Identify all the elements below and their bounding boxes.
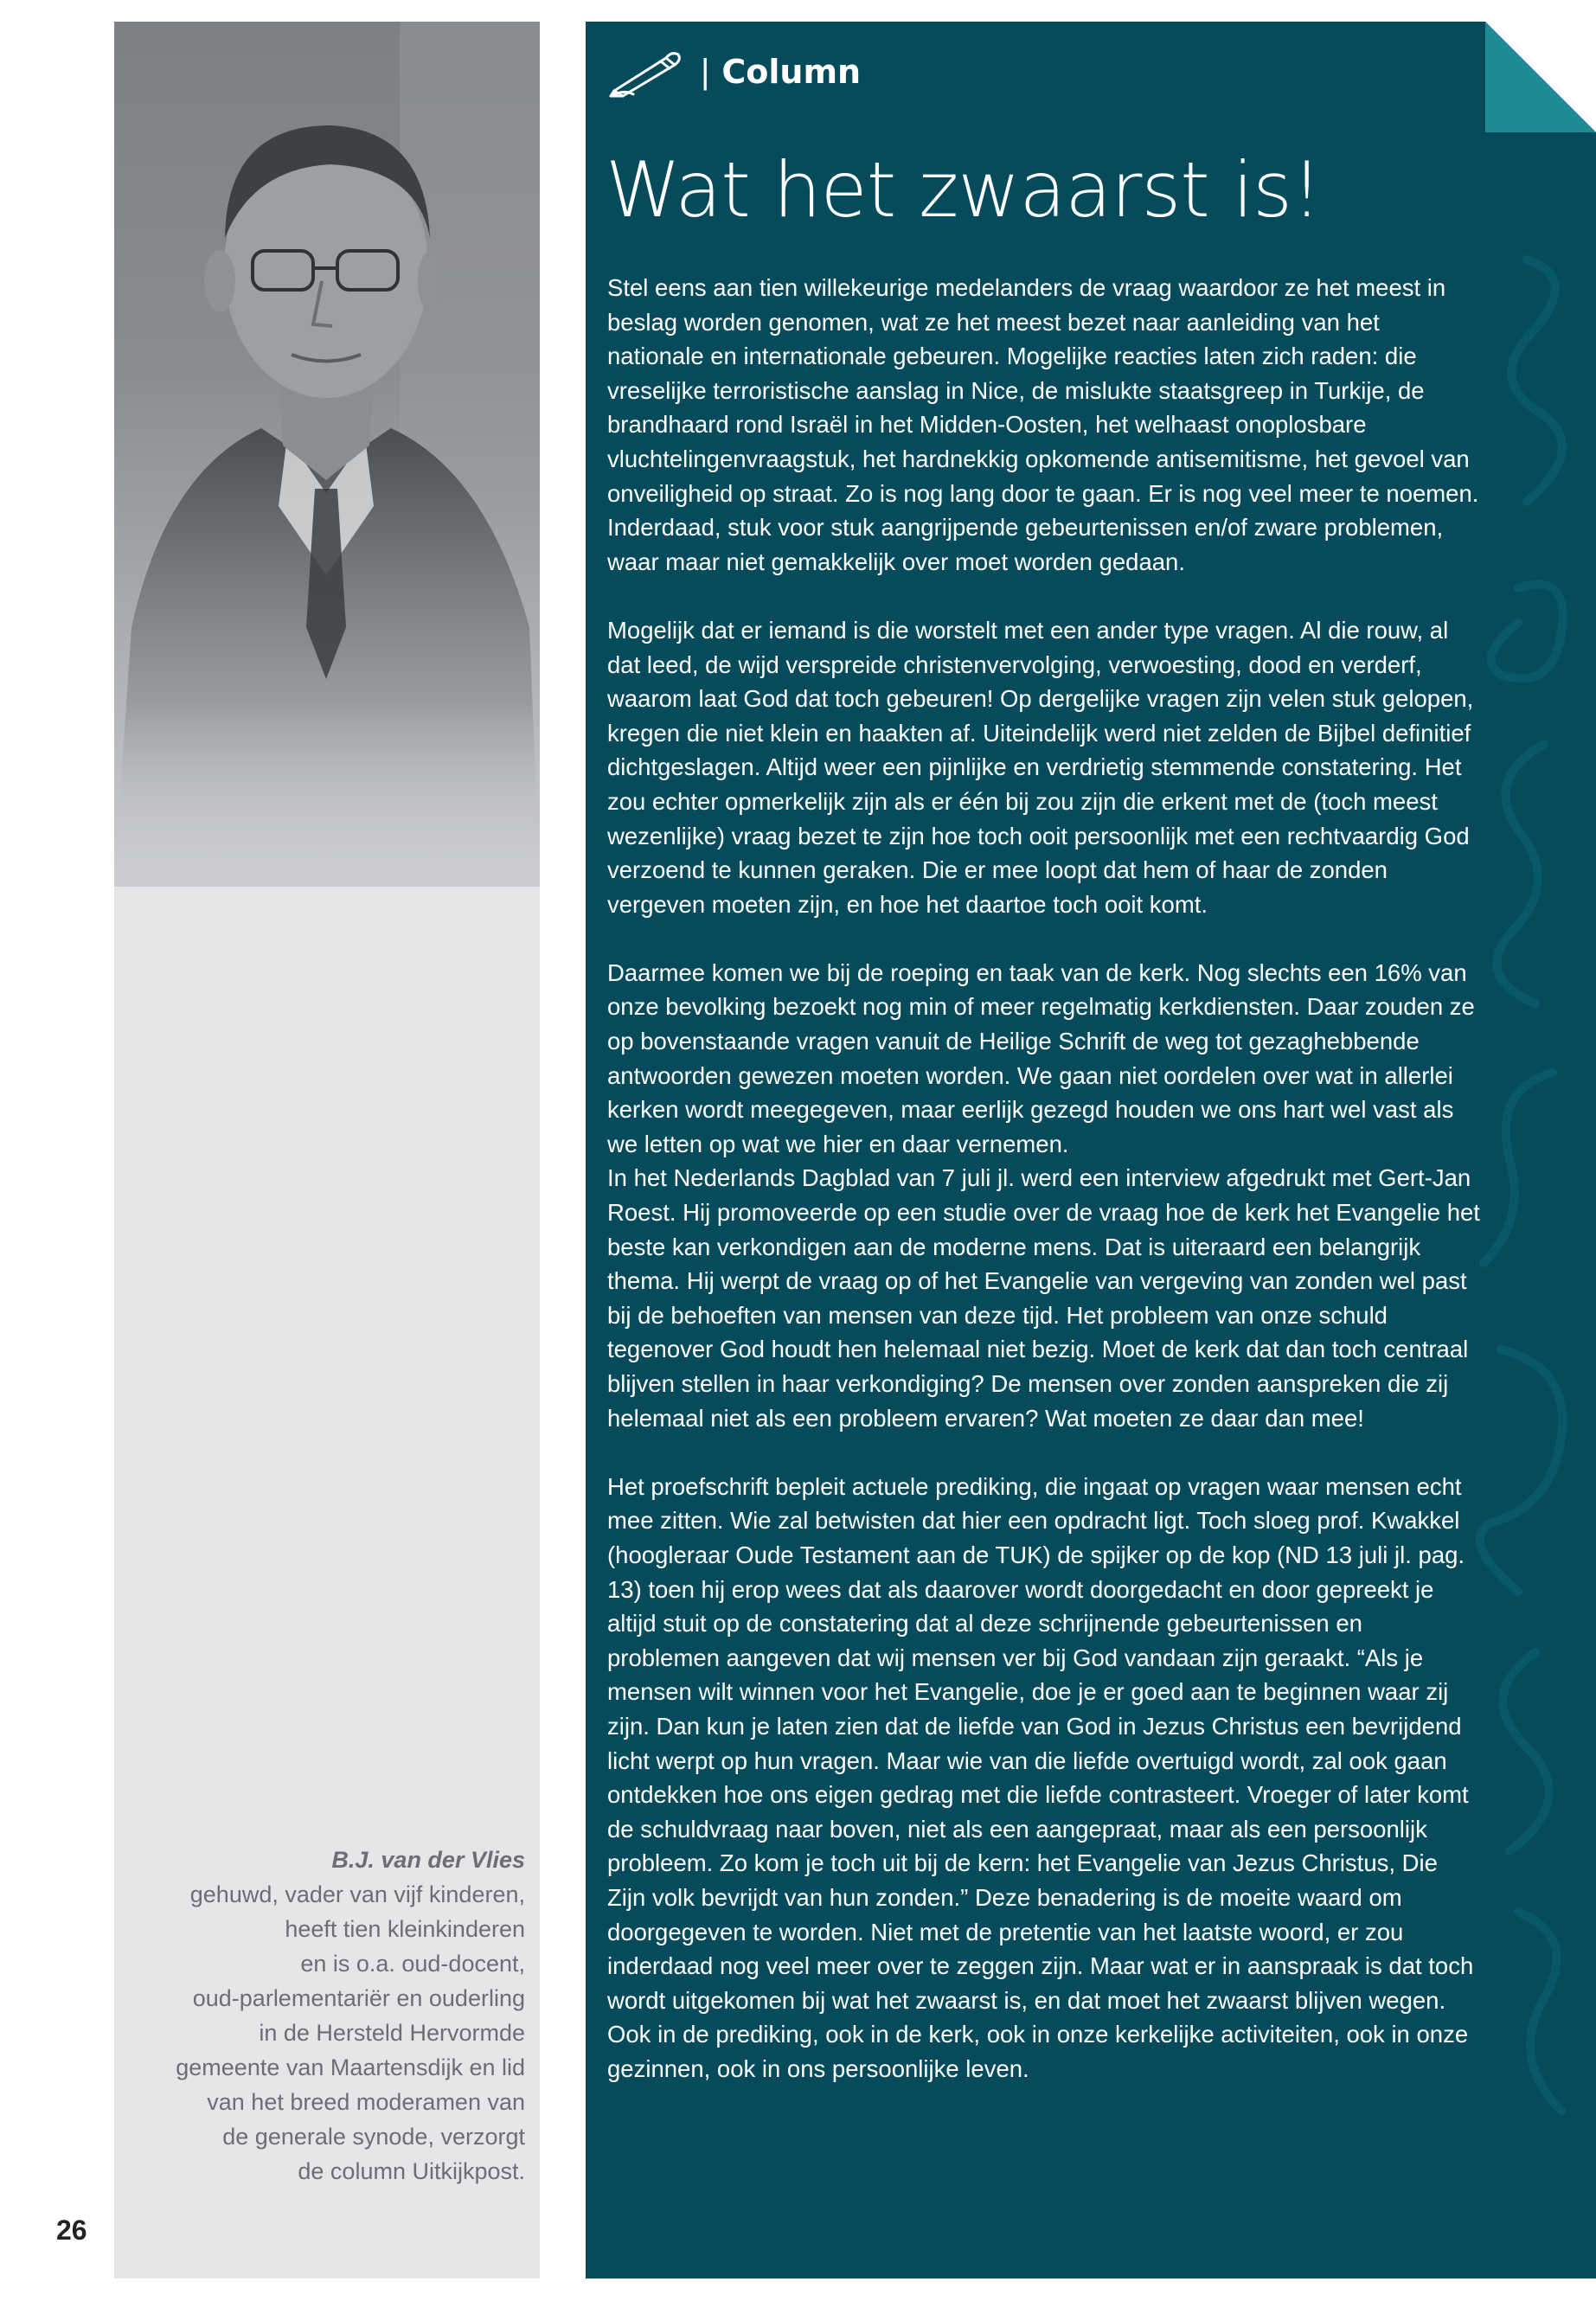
bio-line: de generale synode, verzorgt <box>222 2124 525 2150</box>
article-paragraph: Het proefschrift bepleit actuele prediking, die ingaat op vragen waar mensen echt mee zitten. Wie zal betwisten dat hier een opdracht ligt. Toch sloeg prof. Kwakkel (hoogleraar Oude Testament aan de TUK) de spijker op de kop (ND 13 juli jl. pag. 13) toen hij erop wees dat als daarover wordt doorgedacht en door gepreekt je altijd stuit op de constatering dat al deze schrijnende gebeurtenissen en problemen aangeven dat wij mensen ver bij God vandaan zijn geraakt. “Als je mensen wilt winnen voor het Evangelie, doe je er goed aan te beginnen waar zij zijn. Dan kun je laten zien dat de liefde van God in Jezus Christus een bevrijdend licht werpt op hun vragen. Maar wie van die liefde overtuigd wordt, zal ook gaan ontdekken hoe ons eigen gedrag met die liefde contrasteert. Vroeger of later komt de schuldvraag naar boven, niet als een aangepraat, maar als een persoonlijk probleem. Zo kom je toch uit bij de kern: het Evangelie van Jezus Christus, Die Zijn volk bevrijdt van hun zonden.” Deze benadering is de moeite waard om doorgegeven te worden. Niet met de pretentie van het laatste woord, er zou inderdaad nog veel meer over te zeggen zijn. Maar wat er in aanspraak is dat toch wordt uitgekomen bij wat het zwaarst is, en dat moet het zwaarst blijven wegen. Ook in de prediking, ook in de kerk, ook in onze kerkelijke activiteiten, ook in onze gezinnen, ook in ons persoonlijke leven. <box>607 1472 1474 2082</box>
article-paragraph: In het Nederlands Dagblad van 7 juli jl. werd een interview afgedrukt met Gert-Jan Roest. Hij promoveerde op een studie over de vraag hoe de kerk het Evangelie het beste kan verkondigen aan de moderne mens. Dat is uiteraard een belangrijk thema. Hij werpt de vraag op of het Evangelie van vergeving van zonden wel past bij de behoeften van mensen van deze tijd. Het probleem van onze schuld tegenover God houdt hen helemaal niet bezig. Moet de kerk dat dan toch centraal blijven stellen in haar verkondiging? De mensen over zonden aanspreken die zij helemaal niet als een probleem ervaren? Wat moeten ze daar dan mee! <box>607 1164 1480 1432</box>
author-sidebar <box>114 22 540 2279</box>
author-bio <box>131 1843 525 2189</box>
page-number: 26 <box>56 2214 87 2246</box>
bio-line: en is o.a. oud-docent, <box>300 1951 525 1977</box>
bio-line: gehuwd, vader van vijf kinderen, <box>189 1881 525 1907</box>
bio-line: in de Hersteld Hervormde <box>259 2020 525 2046</box>
bio-line: oud-parlementariër en ouderling <box>192 1985 525 2011</box>
header-separator: | <box>701 52 710 91</box>
section-label: Column <box>721 53 862 91</box>
article-title: Wat het zwaarst is! <box>606 145 1322 234</box>
bio-line: de column Uitkijkpost. <box>298 2158 525 2184</box>
page-corner-fold <box>1485 22 1596 132</box>
author-name: B.J. van der Vlies <box>331 1847 525 1873</box>
script-lettering-decoration <box>1466 225 1587 2128</box>
author-portrait <box>114 22 540 887</box>
section-header <box>607 42 861 102</box>
article-paragraph: Stel eens aan tien willekeurige medelanders de vraag waardoor ze het meest in beslag worden genomen, wat ze het meest bezet naar aanleiding van het nationale en internationale gebeuren. Mogelijke reacties laten zich raden: die vreselijke terroristische aanslag in Nice, de mislukte staatsgreep in Turkije, de brandhaard rond Israël in het Midden-Oosten, het welhaast onoplosbare vluchtelingenvraagstuk, het hardnekkig opkomende antisemitisme, het gevoel van onveiligheid op straat. Zo is nog lang door te gaan. Er is nog veel meer te noemen. Inderdaad, stuk voor stuk aangrijpende gebeurtenissen en/of zware problemen, waar maar niet gemakkelijk over moet worden gedaan. <box>607 274 1479 575</box>
article-paragraph: Daarmee komen we bij de roeping en taak van de kerk. Nog slechts een 16% van onze bevolking bezoekt nog min of meer regelmatig kerkdiensten. Daar zouden ze op bovenstaande vragen vanuit de Heilige Schrift de weg tot gezaghebbende antwoorden gewezen moeten worden. We gaan niet oordelen over wat in allerlei kerken wordt meegegeven, maar eerlijk gezegd houden we ons hart wel vast als we letten op wat we hier en daar vernemen. <box>607 958 1475 1157</box>
bio-line: heeft tien kleinkinderen <box>285 1916 525 1942</box>
article-paragraph: Mogelijk dat er iemand is die worstelt met een ander type vragen. Al die rouw, al dat leed, de wijd verspreide christenvervolging, verwoesting, dood en verderf, waarom laat God dat toch gebeuren! Op dergelijke vragen zijn velen stuk gelopen, kregen die niet klein en haakten af. Uiteindelijk werd niet zelden de Bijbel definitief dichtgeslagen. Altijd weer een pijnlijke en verdrietig stemmende constatering. Het zou echter opmerkelijk zijn als er één bij zou zijn die erkent met de (toch meest wezenlijke) vraag bezet te zijn hoe toch ooit persoonlijk met een rechtvaardig God verzoend te kunnen geraken. Die er mee loopt dat hem of haar de zonden vergeven moeten zijn, en hoe het daartoe toch ooit komt. <box>607 616 1474 918</box>
portrait-illustration <box>114 22 540 887</box>
bio-line: van het breed moderamen van <box>207 2089 525 2115</box>
article-body <box>607 271 1481 2120</box>
pen-icon <box>607 46 685 98</box>
bio-line: gemeente van Maartensdijk en lid <box>176 2054 525 2080</box>
